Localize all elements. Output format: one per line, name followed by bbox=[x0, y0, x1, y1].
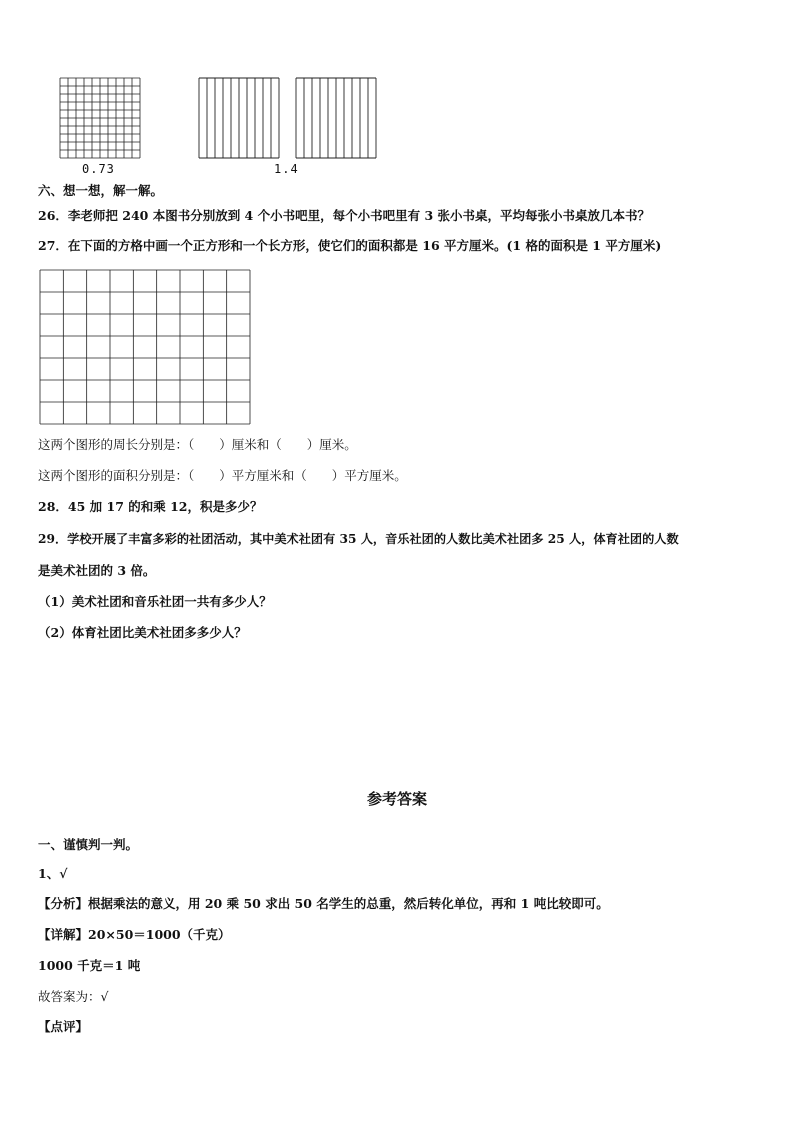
question-29-line-2: 是美术社团的 3 倍。 bbox=[38, 563, 156, 578]
answer-detail: 【详解】20×50＝1000（千克） bbox=[38, 927, 231, 942]
question-27: 27．在下面的方格中画一个正方形和一个长方形，使它们的面积都是 16 平方厘米。(1 格的面积是 1 平方厘米) bbox=[38, 238, 662, 253]
answer-analysis: 【分析】根据乘法的意义，用 20 乘 50 求出 50 名学生的总重，然后转化单位，再和 1 吨比较即可。 bbox=[38, 896, 609, 911]
question-29-sub-1: （1）美术社团和音乐社团一共有多少人？ bbox=[38, 594, 272, 609]
question-28: 28．45 加 17 的和乘 12，积是多少？ bbox=[38, 499, 263, 514]
answers-title: 参考答案 bbox=[366, 790, 427, 808]
label-1-4: 1.4 bbox=[274, 162, 299, 176]
answer-final: 故答案为：√ bbox=[38, 989, 109, 1004]
label-0-73: 0.73 bbox=[82, 162, 115, 176]
area-blank-line: 这两个图形的面积分别是：（ ）平方厘米和（ ）平方厘米。 bbox=[38, 468, 407, 483]
answers-section-1: 一、谨慎判一判。 bbox=[38, 837, 139, 852]
section-6-heading: 六、想一想，解一解。 bbox=[38, 183, 164, 198]
tenths-strip-figure-1 bbox=[198, 77, 280, 159]
question-26: 26．李老师把 240 本图书分别放到 4 个小书吧里，每个小书吧里有 3 张小书桌，平均每张小书桌放几本书？ bbox=[38, 208, 650, 223]
question-29-line-1: 29．学校开展了丰富多彩的社团活动，其中美术社团有 35 人，音乐社团的人数比美术社团多 25 人，体育社团的人数 bbox=[38, 532, 679, 546]
answer-convert: 1000 千克＝1 吨 bbox=[38, 958, 141, 973]
answer-comment: 【点评】 bbox=[38, 1019, 89, 1034]
question-29-sub-2: （2）体育社团比美术社团多多少人？ bbox=[38, 625, 247, 640]
tenths-strip-figure-2 bbox=[295, 77, 377, 159]
answer-1: 1、√ bbox=[38, 866, 68, 881]
perimeter-blank-line: 这两个图形的周长分别是：（ ）厘米和（ ）厘米。 bbox=[38, 437, 357, 452]
square-grid-9x7 bbox=[39, 269, 251, 425]
hundred-grid-figure bbox=[59, 77, 141, 159]
